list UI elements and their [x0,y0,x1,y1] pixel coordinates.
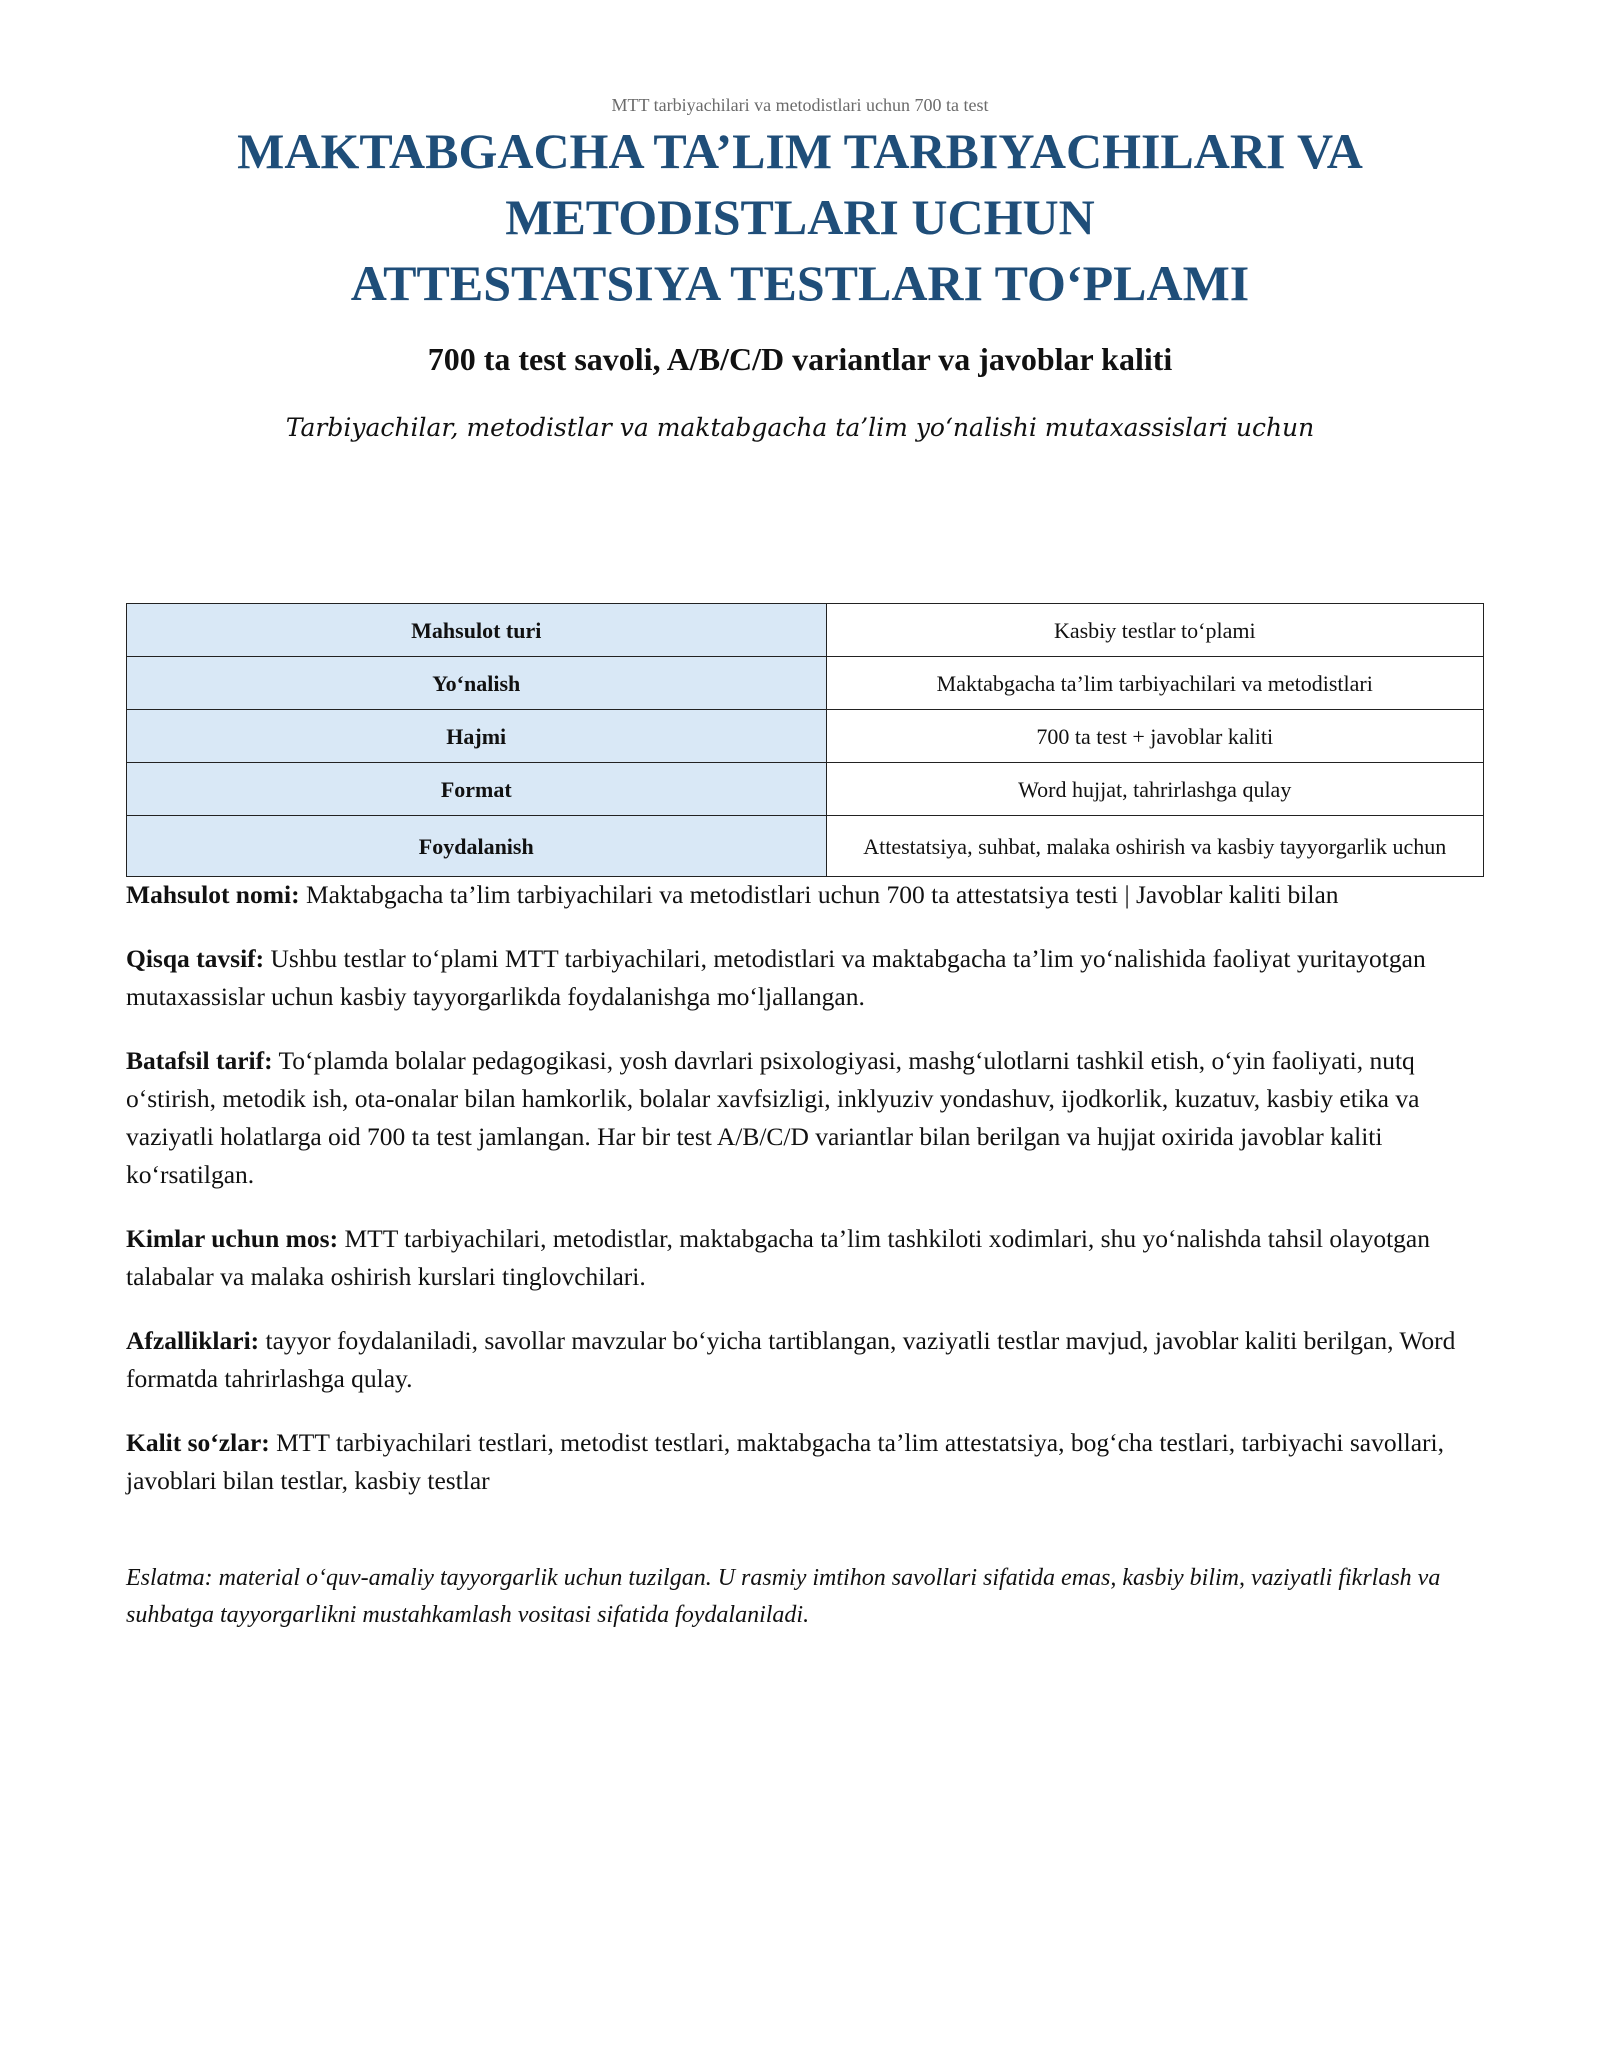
table-row [127,657,1484,710]
section-text: To‘plamda bolalar pedagogikasi, yosh davrlari psixologiyasi, mashg‘ulotlarni tashkil etish, o‘yin faoliyati, nutq o‘stirish, metodik ish, ota-onalar bilan hamkorlik, bolalar xavfsizligi, inklyuziv yondashuv, ijodkorlik, kuzatuv, kasbiy etika va vaziyatli holatlarga oid 700 ta test jamlangan. Har bir test A/B/C/D variantlar bilan berilgan va hujjat oxirida javoblar kaliti ko‘rsatilgan. [126,1046,1420,1189]
section-text: Ushbu testlar to‘plami MTT tarbiyachilari, metodistlari va maktabgacha ta’lim yo‘nalishida faoliyat yuritayotgan mutaxassislar uchun kasbiy tayyorgarlikda foydalanishga mo‘ljallangan. [126,944,1426,1011]
table-key-cell: Mahsulot turi [127,604,827,657]
section-text: MTT tarbiyachilari testlari, metodist testlari, maktabgacha ta’lim attestatsiya, bog‘cha testlari, tarbiyachi savollari, javoblari bilan testlar, kasbiy testlar [126,1428,1445,1495]
section-label: Afzalliklari: [126,1326,260,1355]
table-value-cell: Kasbiy testlar to‘plami [826,604,1484,657]
description-body [126,876,1486,1526]
document-tagline: Tarbiyachilar, metodistlar va maktabgacha ta’lim yo‘nalishi mutaxassislari uchun [285,413,1315,442]
section-text: MTT tarbiyachilari, metodistlar, maktabgacha ta’lim tashkiloti xodimlari, shu yo‘nalishda tahsil olayotgan talabalar va malaka oshirish kurslari tinglovchilari. [126,1224,1430,1291]
keywords-paragraph [126,1424,1486,1500]
section-label: Batafsil tarif: [126,1046,273,1075]
audience-paragraph [126,1220,1486,1296]
table-value-cell: Maktabgacha ta’lim tarbiyachilari va metodistlari [826,657,1484,710]
title-line-1: MAKTABGACHA TA’LIM TARBIYACHILARI VA [237,123,1363,179]
table-key-cell: Yo‘nalish [127,657,827,710]
title-line-2: METODISTLARI UCHUN [505,189,1095,245]
table-key-cell: Format [127,763,827,816]
title-line-3: ATTESTATSIYA TESTLARI TO‘PLAMI [350,255,1250,311]
running-header: MTT tarbiyachilari va metodistlari uchun 700 ta test [611,95,989,115]
section-text: tayyor foydalaniladi, savollar mavzular bo‘yicha tartiblangan, vaziyatli testlar mavjud, javoblar kaliti berilgan, Word formatda tahrirlashga qulay. [126,1326,1456,1393]
table-key-cell: Hajmi [127,710,827,763]
table-value-cell: Attestatsiya, suhbat, malaka oshirish va kasbiy tayyorgarlik uchun [826,816,1484,877]
table-key-cell: Foydalanish [127,816,827,877]
table-row [127,816,1484,877]
detailed-description-paragraph [126,1042,1486,1194]
section-label: Kalit so‘zlar: [126,1428,270,1457]
product-info-table [126,603,1484,877]
section-label: Mahsulot nomi: [126,880,300,909]
advantages-paragraph [126,1322,1486,1398]
disclaimer-note: Eslatma: material o‘quv-amaliy tayyorgarlik uchun tuzilgan. U rasmiy imtihon savollari sifatida emas, kasbiy bilim, vaziyatli fikrlash va suhbatga tayyorgarlikni mustahkamlash vositasi sifatida foydalaniladi. [126,1565,1441,1628]
table-value-cell: Word hujjat, tahrirlashga qulay [826,763,1484,816]
table-row [127,763,1484,816]
table-value-cell: 700 ta test + javoblar kaliti [826,710,1484,763]
product-name-paragraph [126,876,1486,914]
section-label: Qisqa tavsif: [126,944,265,973]
table-row [127,604,1484,657]
section-label: Kimlar uchun mos: [126,1224,339,1253]
table-row [127,710,1484,763]
document-subtitle: 700 ta test savoli, A/B/C/D variantlar va javoblar kaliti [427,341,1173,377]
document-title [100,118,1500,316]
section-text: Maktabgacha ta’lim tarbiyachilari va metodistlari uchun 700 ta attestatsiya testi | Javoblar kaliti bilan [299,880,1339,909]
short-description-paragraph [126,940,1486,1016]
